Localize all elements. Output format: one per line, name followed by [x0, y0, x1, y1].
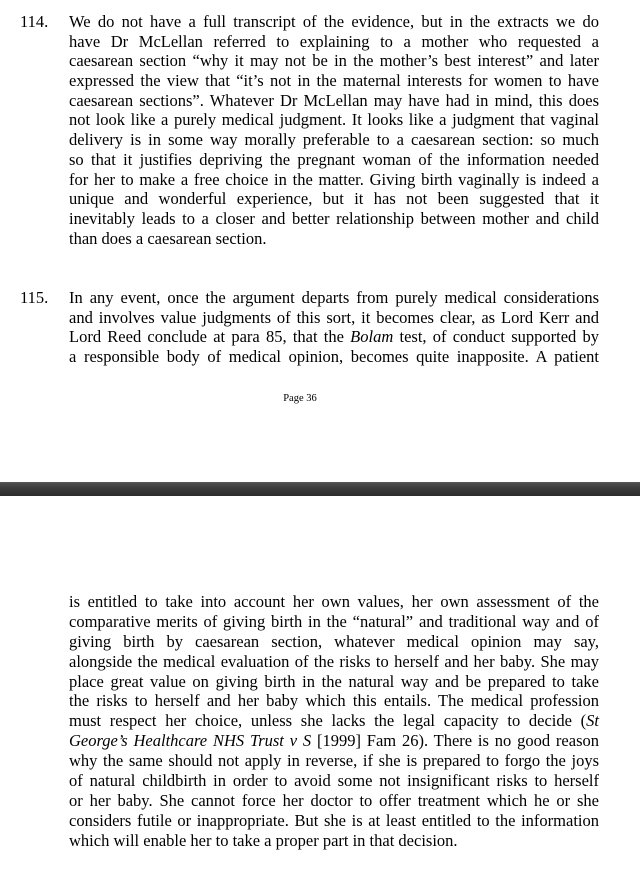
text-line: giving birth by caesarean section, whatever medical opinion may say,	[69, 631, 599, 651]
text-line: alongside the medical evaluation of the risks to herself and her baby. She may	[69, 651, 599, 671]
paragraph-115-continuation	[69, 592, 599, 851]
text-line: so that it justifies depriving the pregnant woman of the information needed	[69, 149, 599, 169]
text-segment: Lord Reed conclude at para 85, that the	[69, 327, 351, 347]
paragraph-number: 115.	[20, 288, 49, 307]
text-line: We do not have a full transcript of the evidence, but in the extracts we do	[69, 12, 599, 31]
text-line: comparative merits of giving birth in the “natural” and traditional way and of	[69, 611, 599, 631]
text-line: inevitably leads to a closer and better relationship between mother and child	[69, 208, 599, 228]
text-line: the risks to herself and her baby which this entails. The medical profession	[69, 691, 599, 711]
text-line: and involves value judgments of this sort, it becomes clear, as Lord Kerr and	[69, 307, 599, 327]
text-line: caesarean section “why it may not be in the mother’s best interest” and later	[69, 51, 599, 71]
text-line: of natural childbirth in order to avoid some not insignificant risks to herself	[69, 771, 599, 791]
paragraph-body	[69, 288, 599, 367]
text-line: than does a caesarean section.	[69, 228, 267, 248]
text-line: place great value on giving birth in the natural way and be prepared to take	[69, 671, 599, 691]
text-line: have Dr McLellan referred to explaining to a mother who requested a	[69, 31, 599, 51]
text-line: delivery is in some way morally preferable to a caesarean section: so much	[69, 130, 599, 150]
text-line: unique and wonderful experience, but it has not been suggested that it	[69, 189, 599, 209]
text-line: expressed the view that “it’s not in the maternal interests for women to have	[69, 71, 599, 91]
text-line	[69, 327, 599, 347]
text-line: In any event, once the argument departs from purely medical considerations	[69, 288, 599, 307]
paragraph-number: 114.	[20, 12, 49, 31]
text-line	[69, 711, 599, 731]
case-name-italic: Bolam	[350, 327, 394, 347]
text-line: or her baby. She cannot force her doctor to offer treatment which he or she	[69, 790, 599, 810]
text-segment: [1999] Fam 26). There is no good reason	[311, 731, 599, 751]
text-line: a responsible body of medical opinion, becomes quite inapposite. A patient	[69, 347, 599, 367]
text-segment: must respect her choice, unless she lacks the legal capacity to decide (	[69, 711, 587, 731]
text-line: for her to make a free choice in the matter. Giving birth vaginally is indeed a	[69, 169, 599, 189]
text-line: not look like a purely medical judgment. It looks like a judgment that vaginal	[69, 110, 599, 130]
text-line: caesarean sections”. Whatever Dr McLellan may have had in mind, this does	[69, 90, 599, 110]
text-line: considers futile or inappropriate. But she is at least entitled to the information	[69, 810, 599, 830]
page-number: Page 36	[283, 393, 317, 404]
text-line	[69, 731, 599, 751]
page-separator	[0, 482, 640, 496]
case-name-italic: George’s Healthcare NHS Trust v S	[69, 731, 312, 751]
text-line: why the same should not apply in reverse, if she is prepared to forgo the joys	[69, 751, 599, 771]
text-line: which will enable her to take a proper part in that decision.	[69, 830, 458, 850]
text-segment: test, of conduct supported by	[393, 327, 599, 347]
paragraph-body	[69, 12, 599, 248]
case-name-italic: St	[586, 711, 599, 731]
text-line: is entitled to take into account her own values, her own assessment of the	[69, 592, 599, 611]
